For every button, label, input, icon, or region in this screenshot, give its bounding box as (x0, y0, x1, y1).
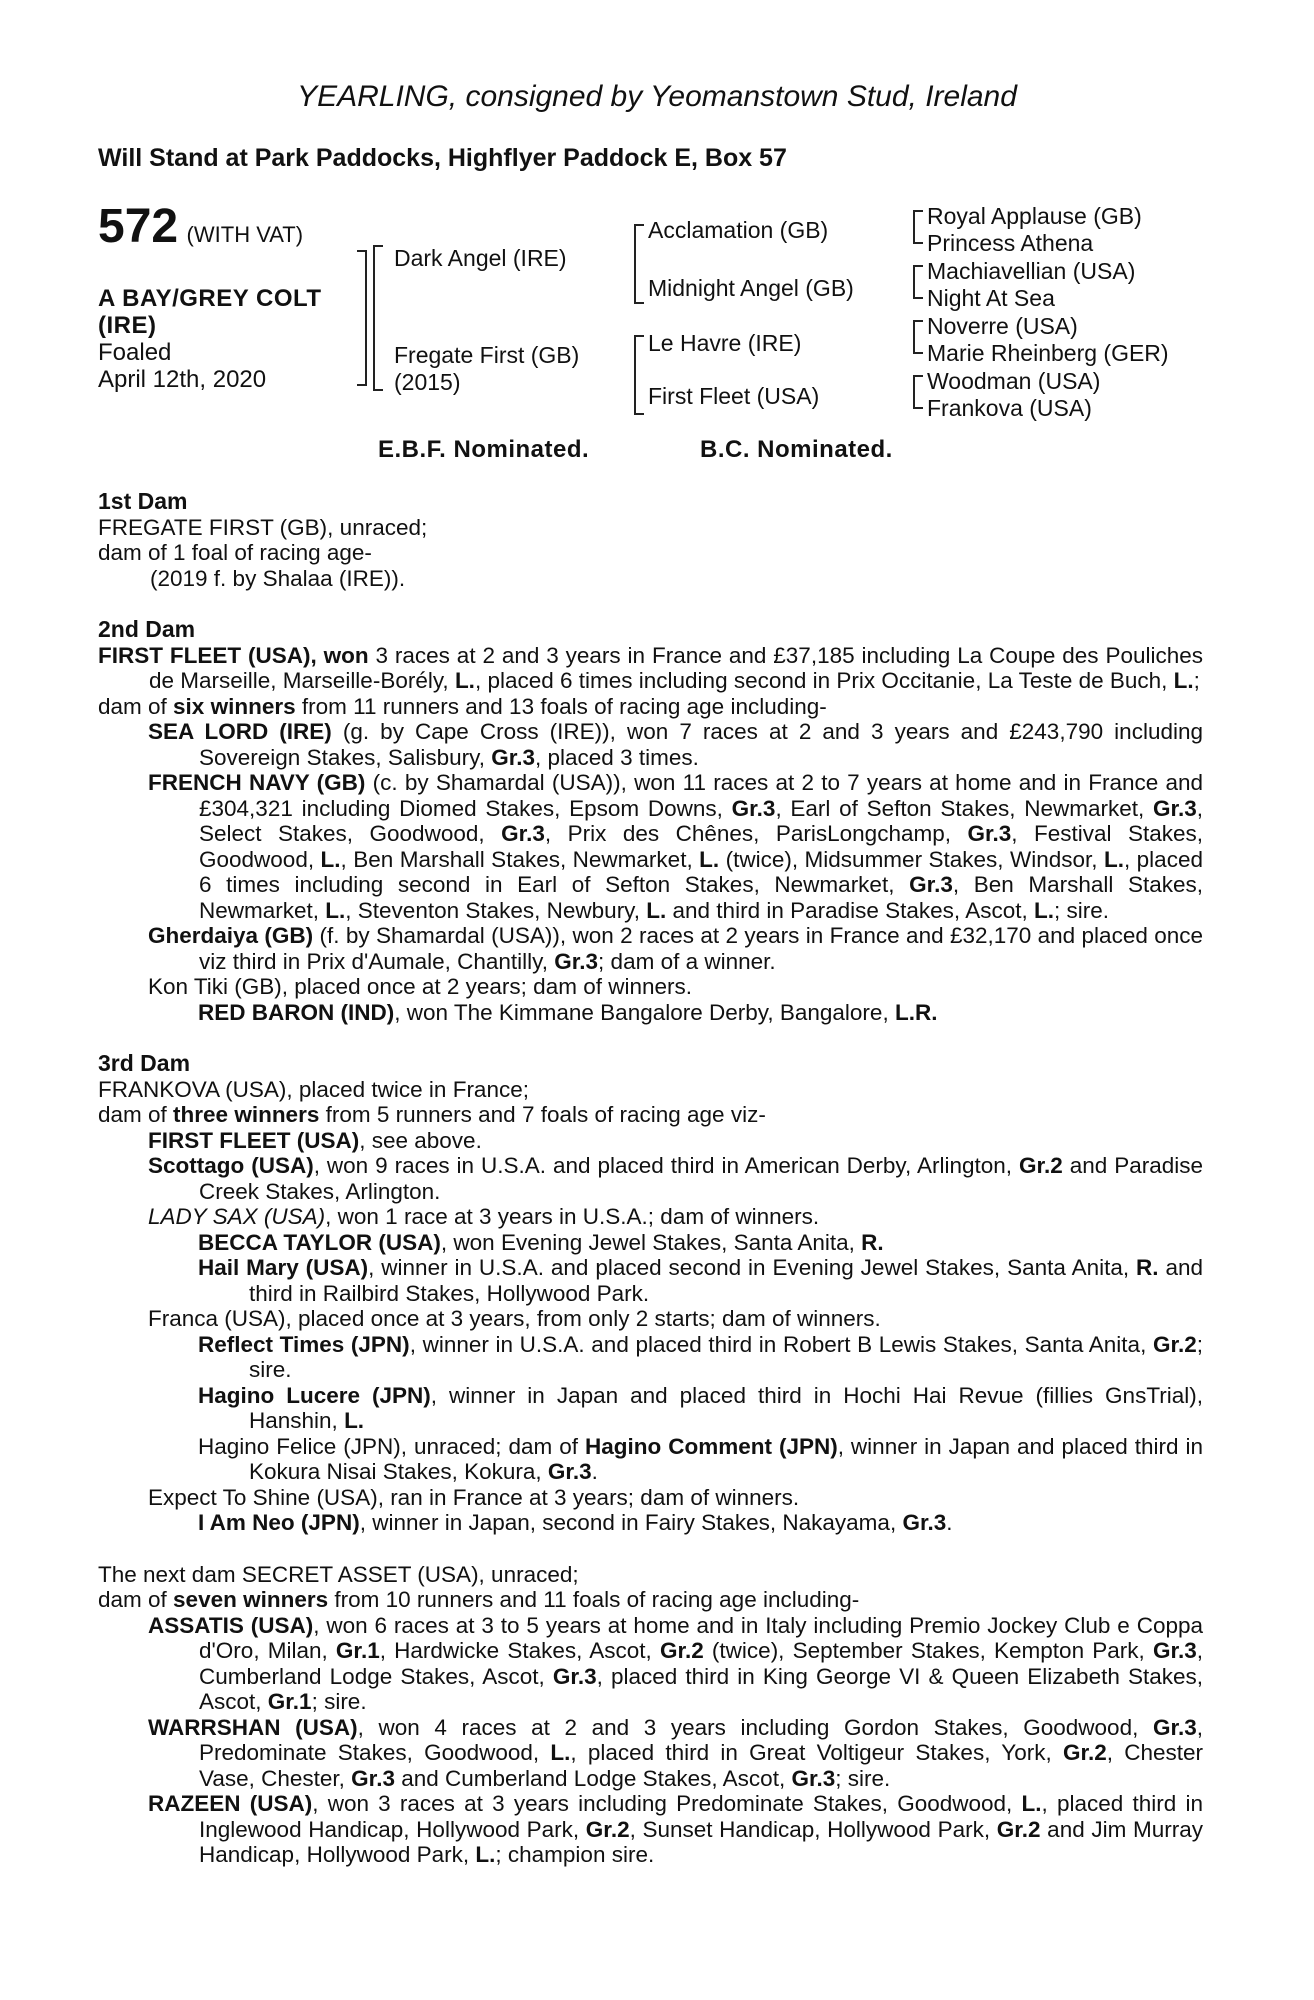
g-brace-1 (913, 210, 923, 244)
third-dam-heading: 3rd Dam (98, 1050, 191, 1076)
ggp-6: Marie Rheinberg (GER) (927, 340, 1169, 366)
ggp-8: Frankova (USA) (927, 395, 1092, 421)
catalogue-body (98, 489, 1203, 1868)
first-dam-foal: (2019 f. by Shalaa (IRE)). (150, 565, 406, 591)
first-dam-heading: 1st Dam (98, 488, 188, 514)
lot-number: 572 (98, 200, 179, 253)
stand-location: Will Stand at Park Paddocks, Highflyer Paddock E, Box 57 (98, 144, 787, 172)
g-brace-3 (913, 320, 923, 354)
pedigree-entry: Expect To Shine (USA), ran in France at 3 years; dam of winners. (148, 1484, 800, 1510)
pedigree-entry: Scottago (USA), won 9 races in U.S.A. and placed third in American Derby, Arlington, Gr.2 and Paradise Creek Stakes, Arlington. (148, 1153, 1203, 1204)
dam: Fregate First (GB) (394, 342, 580, 368)
parents-brace (373, 245, 383, 391)
pedigree-entry: SEA LORD (IRE) (g. by Cape Cross (IRE)), won 7 races at 2 and 3 years and £243,790 including Sovereign Stakes, Salisbury, Gr.3, placed 3 times. (148, 719, 1203, 770)
dam-year: (2015) (394, 369, 461, 395)
dam-sire: Le Havre (IRE) (648, 330, 802, 356)
lot-block (98, 202, 303, 263)
pedigree-entry: Hail Mary (USA), winner in U.S.A. and placed second in Evening Jewel Stakes, Santa Anita, R. and third in Railbird Stakes, Hollywood Park. (198, 1255, 1203, 1306)
pedigree-entry: LADY SAX (USA), won 1 race at 3 years in U.S.A.; dam of winners. (148, 1204, 820, 1229)
dam-of-line: dam of seven winners from 10 runners and 11 foals of racing age including- (98, 1587, 860, 1612)
foaled-date: April 12th, 2020 (98, 366, 267, 393)
pedigree-entry: I Am Neo (JPN), winner in Japan, second in Fairy Stakes, Nakayama, Gr.3. (198, 1510, 953, 1535)
ggp-2: Princess Athena (927, 230, 1094, 256)
g-brace-4 (913, 375, 923, 409)
horse-brace (357, 250, 367, 386)
dam-of-line: dam of six winners from 11 runners and 13 foals of racing age including- (98, 693, 827, 719)
horse-description (98, 285, 358, 393)
pedigree-entry: RAZEEN (USA), won 3 races at 3 years including Predominate Stakes, Goodwood, L., placed third in Inglewood Handicap, Hollywood Park, Gr.2, Sunset Handicap, Hollywood Park, Gr.2 and Jim Murray Handicap, Hollywood Park, L.; champion sire. (148, 1791, 1204, 1867)
sire-brace (634, 224, 644, 304)
ggp-7: Woodman (USA) (927, 368, 1101, 394)
ggp-1: Royal Applause (GB) (927, 203, 1142, 229)
pedigree-entry: Hagino Felice (JPN), unraced; dam of Hagino Comment (JPN), winner in Japan and placed third in Kokura Nisai Stakes, Kokura, Gr.3. (198, 1433, 1203, 1484)
foaled-label: Foaled (98, 339, 172, 366)
g-brace-2 (913, 265, 923, 299)
pedigree-entry: Franca (USA), placed once at 3 years, from only 2 starts; dam of winners. (148, 1306, 881, 1331)
sire-sire: Acclamation (GB) (648, 217, 829, 243)
pedigree-entry: WARRSHAN (USA), won 4 races at 2 and 3 years including Gordon Stakes, Goodwood, Gr.3, Predominate Stakes, Goodwood, L., placed third in Great Voltigeur Stakes, York, Gr.2, Chester Vase, Chester, Gr.3 and Cumberland Lodge Stakes, Ascot, Gr.3; sire. (148, 1714, 1203, 1791)
pedigree-entry: Hagino Lucere (JPN), winner in Japan and placed third in Hochi Hai Revue (fillies GnsTrial), Hanshin, L. (198, 1382, 1203, 1433)
pedigree-entry: ASSATIS (USA), won 6 races at 3 to 5 years at home and in Italy including Premio Jockey Club e Coppa d'Oro, Milan, Gr.1, Hardwicke Stakes, Ascot, Gr.2 (twice), September Stakes, Kempton Park, Gr.3, Cumberland Lodge Stakes, Ascot, Gr.3, placed third in King George VI & Queen Elizabeth Stakes, Ascot, Gr.1; sire. (148, 1612, 1203, 1714)
horse-type: A BAY/GREY COLT (98, 285, 322, 312)
dam-of-line: dam of three winners from 5 runners and 7 foals of racing age viz- (98, 1102, 766, 1127)
first-dam-line: FREGATE FIRST (GB), unraced; (98, 514, 428, 540)
ebf-nomination: E.B.F. Nominated. (378, 436, 590, 463)
sire-dam: Midnight Angel (GB) (648, 275, 854, 301)
dam-dam: First Fleet (USA) (648, 383, 820, 409)
vat-label: (WITH VAT) (186, 222, 304, 247)
dam-brace (634, 335, 644, 415)
second-dam-heading: 2nd Dam (98, 616, 196, 642)
ggp-3: Machiavellian (USA) (927, 258, 1136, 284)
pedigree-entry: FIRST FLEET (USA), see above. (148, 1127, 482, 1153)
pedigree-entry: Reflect Times (JPN), winner in U.S.A. and placed third in Robert B Lewis Stakes, Santa Anita, Gr.2; sire. (198, 1331, 1204, 1382)
ggp-5: Noverre (USA) (927, 313, 1078, 339)
ggp-4: Night At Sea (927, 285, 1055, 311)
sire: Dark Angel (IRE) (394, 245, 567, 271)
pedigree-entry: Kon Tiki (GB), placed once at 2 years; dam of winners. (148, 974, 692, 999)
third-dam-line: FRANKOVA (USA), placed twice in France; (98, 1076, 529, 1102)
bc-nomination: B.C. Nominated. (700, 436, 893, 463)
pedigree-entry: RED BARON (IND), won The Kimmane Bangalore Derby, Bangalore, L.R. (198, 999, 938, 1025)
next-dam-line: The next dam SECRET ASSET (USA), unraced; (98, 1561, 579, 1587)
horse-origin: (IRE) (98, 312, 157, 339)
page-title: YEARLING, consigned by Yeomanstown Stud, Ireland (297, 80, 1017, 113)
first-dam-line: dam of 1 foal of racing age- (98, 540, 372, 565)
pedigree-entry: Gherdaiya (GB) (f. by Shamardal (USA)), won 2 races at 2 years in France and £32,170 and placed once viz third in Prix d'Aumale, Chantilly, Gr.3; dam of a winner. (148, 923, 1203, 974)
pedigree-entry: FIRST FLEET (USA), won 3 races at 2 and 3 years in France and £37,185 including La Coupe des Pouliches de Marseille, Marseille-Borély, L., placed 6 times including second in Prix Occitanie, La Teste de Buch, L.; (98, 642, 1203, 693)
pedigree-entry: FRENCH NAVY (GB) (c. by Shamardal (USA)), won 11 races at 2 to 7 years at home and in France and £304,321 including Diomed Stakes, Epsom Downs, Gr.3, Earl of Sefton Stakes, Newmarket, Gr.3, Select Stakes, Goodwood, Gr.3, Prix des Chênes, ParisLongchamp, Gr.3, Festival Stakes, Goodwood, L., Ben Marshall Stakes, Newmarket, L. (twice), Midsummer Stakes, Windsor, L., placed 6 times including second in Earl of Sefton Stakes, Newmarket, Gr.3, Ben Marshall Stakes, Newmarket, L., Steventon Stakes, Newbury, L. and third in Paradise Stakes, Ascot, L.; sire. (148, 770, 1204, 923)
pedigree-entry: BECCA TAYLOR (USA), won Evening Jewel Stakes, Santa Anita, R. (198, 1229, 884, 1255)
